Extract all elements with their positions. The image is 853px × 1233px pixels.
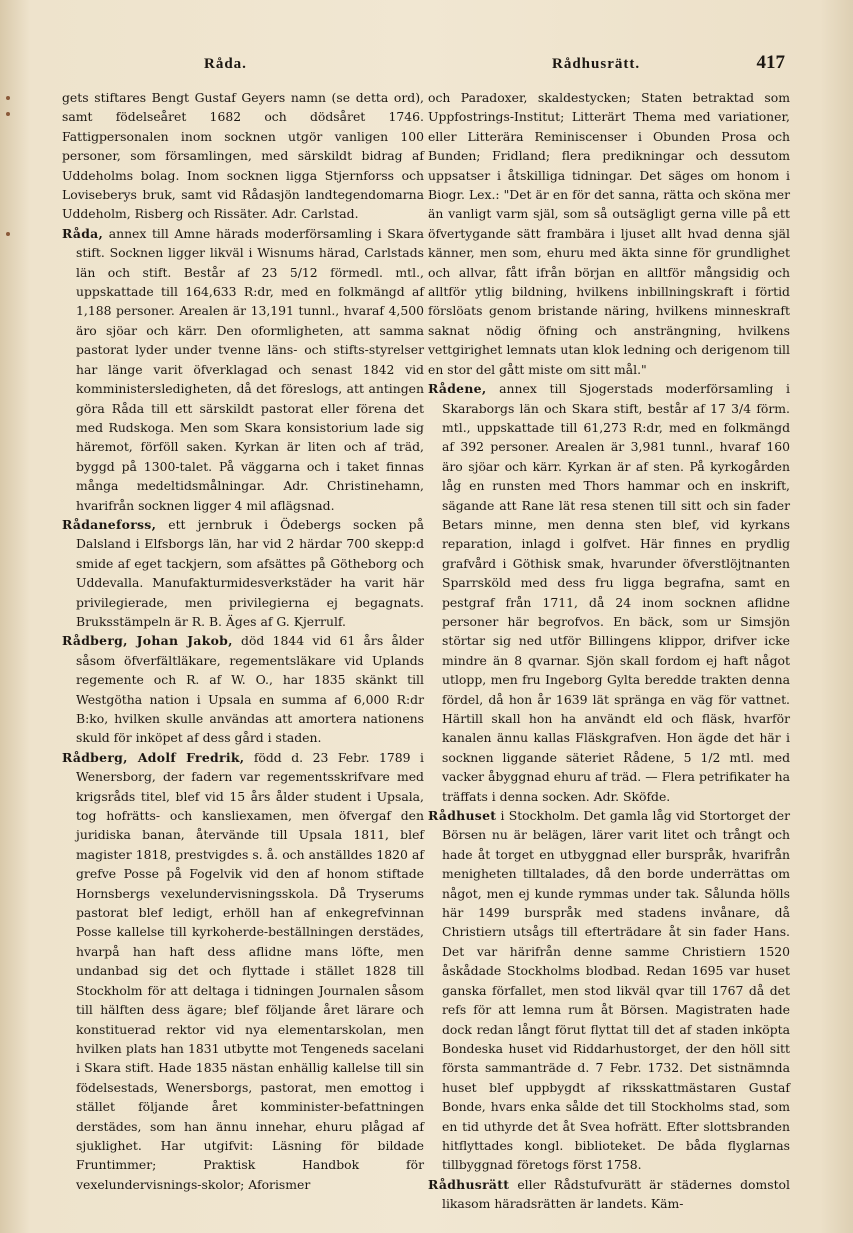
entry (62, 224, 424, 515)
entry (428, 379, 790, 806)
entry-headword: Rådaneforss, (62, 516, 157, 532)
entry-text: eller Rådstufvurätt är städernes domstol likasom häradsrätten är landets. Käm- (442, 1176, 790, 1212)
entry-headword: Rådberg, Johan Jakob, (62, 633, 233, 649)
entry-headword: Råda, (62, 225, 104, 241)
entry-text: gets stiftares Bengt Gustaf Geyers namn (se detta ord), samt födelseåret 1682 och dödsåret 1746. Fattigpersonalen inom socknen utgör vanligen 100 personer, som församlingen, med särskildt bidrag af Uddeholms bolag. Inom socknen ligga Stjernforss och Loviseberys bruk, samt vid Rådasjön landtegendomarna Uddeholm, Risberg och Rissäter. Adr. Carlstad. (62, 90, 424, 222)
entry-text: annex till Amne härads moderförsamling i Skara stift. Socknen ligger likväl i Wisnums härad, Carlstads län och stift. Består af 23 5/12 förmedl. mtl., uppskattade till 164,633 R:dr, med en folkmängd af 1,188 personer. Arealen är 13,191 tunnl., hvaraf 4,500 äro sjöar och kärr. Den oformligheten, att samma pastorat lyder under tvenne läns- och stifts-styrelser har länge varit öfverklagad och senast 1842 vid komministersledigheten, då det föreslogs, att antingen göra Råda till ett särskildt pastorat eller förena det med Rudskoga. Men som Skara konsistorium lade sig häremot, förföll saken. Kyrkan är liten och af träd, byggd på 1300-talet. På väggarna och i taket finnas många medeltidsmålningar. Adr. Christinehamn, hvarifrån socknen ligger 4 mil aflägsnad. (76, 225, 424, 513)
margin-mark (6, 232, 10, 236)
entry-text: död 1844 vid 61 års ålder såsom öfverfältläkare, regementsläkare vid Uplands regemente och R. af W. O., har 1835 skänkt till Westgötha nation i Upsala en summa af 6,000 R:dr B:ko, hvilken skulle användas att amortera nationens skuld för inköpet af dess gård i staden. (76, 633, 424, 746)
entry (62, 748, 424, 1194)
margin-mark (6, 96, 10, 100)
entry (62, 88, 424, 224)
page-header (34, 52, 785, 78)
entry-text: ett jernbruk i Ödebergs socken på Dalsland i Elfsborgs län, har vid 2 härdar 700 skepp:d smide af eget tackjern, som afsättes på Götheborg och Uddevalla. Manufakturmidesverkstäder ha varit här privilegierade, men privilegierna ej begagnats. Bruksstämpeln är R. B. Äges af G. Kjerrulf. (76, 516, 424, 629)
left-column (62, 88, 424, 1194)
entry (62, 515, 424, 631)
entry-text: född d. 23 Febr. 1789 i Wenersborg, der fadern var regementsskrifvare med krigsråds titel, blef vid 15 års ålder student i Upsala, tog hofrätts- och kansliexamen, men öfvergaf den juridiska banan, återvände till Upsala 1811, blef magister 1818, prestvigdes s. å. och anställdes 1820 af grefve Posse på Fogelvik vid den af honom stiftade Hornsbergs vexelundervisningsskola. Då Tryserums pastorat blef ledigt, erhöll han af enkegrefvinnan Posse kallelse till kyrkoherde-beställningen derstädes, hvarpå han haft dess aflidne mans löfte, men undanbad sig det och flyttade i stället 1828 till Stockholm för att deltaga i tidningen Journalen såsom till hälften dess ägare; blef följande året lärare och konstituerad rektor vid nya elementarskolan, men hvilken plats han 1831 utbytte mot Tengeneds sacelani i Skara stift. Hade 1835 nästan enhällig kallelse till sin födelsestads, Wenersborgs, pastorat, men emottog i stället följande året komminister-befattningen derstädes, som han ännu innehar, ehuru plågad af sjuklighet. Har utgifvit: Läsning för bildade Fruntimmer; Praktisk Handbok för vexelundervisnings-skolor; Aforismer (76, 749, 424, 1192)
entry (428, 1175, 790, 1214)
running-head-right: Rådhusrätt. (552, 56, 641, 72)
entry-text: annex till Sjogerstads moderförsamling i Skaraborgs län och Skara stift, består af 17 3/4 förm. mtl., uppskattade till 61,273 R:dr, med en folkmängd af 392 personer. Arealen är 3,981 tunnl., hvaraf 160 äro sjöar och kärr. Kyrkan är af sten. På kyrkogården låg en runsten med Thors hammar och en inskrift, sägande att Rane lät resa stenen till sitt och sin fader Betars minne, men denna sten blef, vid kyrkans reparation, inlagd i golfvet. Här finnes en prydlig grafvård i Göthisk smak, hvarunder öfverstlöjtnanten Sparrsköld med dess fru ligga begrafna, samt en pestgraf från 1711, då 24 inom socknen aflidne personer här begrofvos. En bäck, som ur Simsjön störtar sig ned utför Billingens klippor, drifver icke mindre än 8 qvarnar. Sjön skall fordom ej haft något utlopp, men fru Ingeborg Gylta beredde trakten denna fördel, då hon år 1639 lät spränga en väg för vattnet. Härtill skall hon ha användt eld och fläsk, hvarför kanalen ännu kallas Fläskgrafven. Hon ägde det här i socknen liggande säteriet Rådene, 5 1/2 mtl. med vacker åbyggnad ehuru af träd. — Flera petrifikater ha träffats i denna socken. Adr. Sköfde. (442, 381, 790, 804)
entry-text: och Paradoxer, skaldestycken; Staten betraktad som Uppfostrings-Institut; Litterärt Thema med variationer, eller Litterära Reminiscenser i Obunden Prosa och Bunden; Fridland; flera predikningar och dessutom uppsatser i åtskilliga tidningar. Det säges om honom i Biogr. Lex.: "Det är en för det sanna, rätta och sköna mer än vanligt varm själ, som så outsägligt gerna ville på ett öfvertygande sätt frambära i ljuset allt hvad denna själ känner, men som, ehuru med äkta sinne för grundlighet och allvar, fått ifrån början en alltför mångsidig och alltför ytlig bildning, hvilkens inbillningskraft i förtid förslöats genom bristande näring, hvilkens minneskraft saknat nödig öfning och ansträngning, hvilkens vettgirighet lemnats utan klok ledning och derigenom till en stor del gått miste om sitt mål." (428, 90, 790, 377)
running-head-left: Råda. (204, 56, 247, 72)
entry (428, 806, 790, 1175)
page-number: 417 (756, 52, 785, 73)
entry-text: i Stockholm. Det gamla låg vid Stortorget der Börsen nu är belägen, lärer varit litet och trångt och hade åt torget en utbyggnad eller burspråk, hvarifrån menigheten tilltalades, då den borde underrättas om något, men ej kunde rymmas under tak. Sålunda hölls här 1499 burspråk med stadens invånare, då Christiern utsågs till efterträdare åt sin fader Hans. Det var härifrån denne samme Christiern 1520 åskådade Stockholms blodbad. Redan 1695 var huset ganska förfallet, men stod likväl qvar till 1767 då det refs för att lemna rum åt Börsen. Magistraten hade dock redan långt förut flyttat till det af staden inköpta Bondeska huset vid Riddarhustorget, der den höll sitt första sammanträde d. 7 Febr. 1732. Det sistnämnda huset blef uppbygdt af riksskattmästaren Gustaf Bonde, hvars enka sålde det till Stockholms stad, som en tid uthyrde det åt Svea hofrätt. Efter slottsbranden hitflyttades kongl. biblioteket. De båda flyglarnas tillbyggnad företogs först 1758. (442, 808, 790, 1173)
margin-mark (6, 112, 10, 116)
entry-headword: Rådhusrätt (428, 1176, 510, 1192)
right-column (428, 88, 790, 1214)
entry-headword: Rådene, (428, 381, 487, 397)
entry (62, 631, 424, 747)
entry (428, 88, 790, 379)
entry-headword: Rådberg, Adolf Fredrik, (62, 749, 245, 765)
entry-headword: Rådhuset (428, 808, 497, 824)
